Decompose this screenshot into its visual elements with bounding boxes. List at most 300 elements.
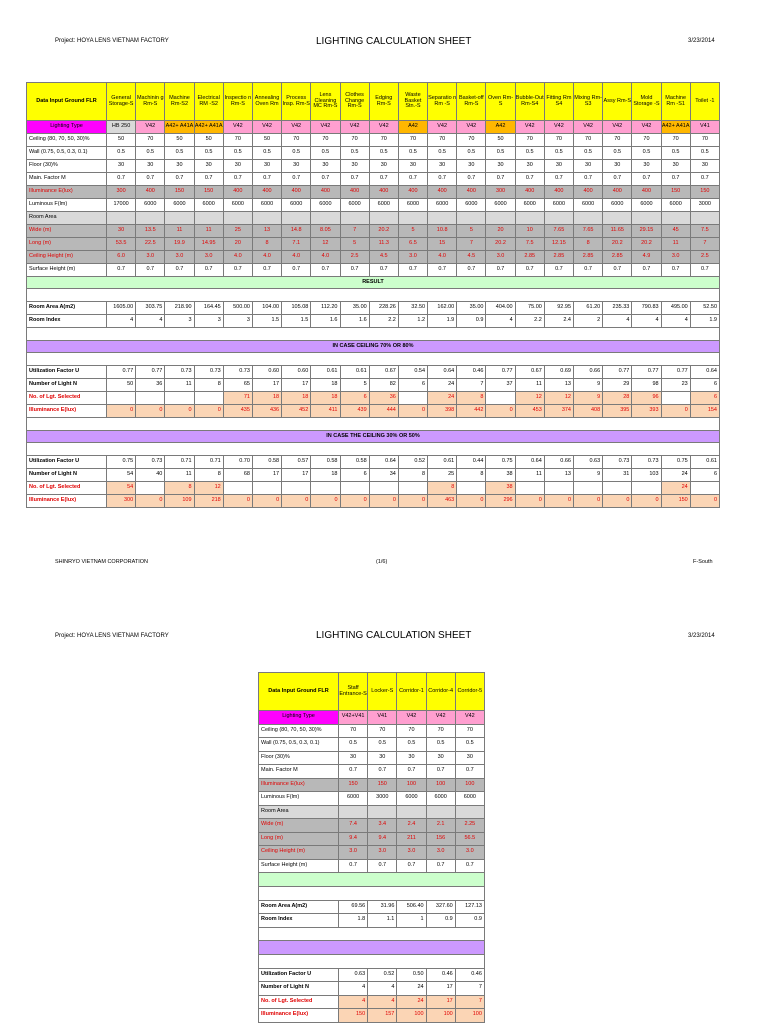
cell-main-factor-m: 0.7: [311, 173, 340, 186]
cell-number-of-light-n: 29: [603, 379, 632, 392]
cell-surface-height-m: 0.7: [428, 264, 457, 277]
cell-room-area-a-m2: 35.00: [340, 302, 369, 315]
blank-row: [27, 289, 720, 302]
row-label-ceiling-height-m: Ceiling Height (m): [259, 846, 339, 860]
cell-luminous-f-lm: 6000: [398, 199, 427, 212]
room-header-mold-storage-s: Mold Storage -S: [632, 83, 661, 121]
room-area-blank: [455, 805, 484, 819]
cell-no-of-lgt-selected: [398, 392, 427, 405]
cell-no-of-lgt-selected: 18: [282, 392, 311, 405]
cell-ceiling-height-m: 3.0: [368, 846, 397, 860]
cell-room-index: 1.5: [282, 315, 311, 328]
cell-no-of-lgt-selected: 71: [223, 392, 252, 405]
cell-illuminance-e-lux: 408: [574, 405, 603, 418]
cell-utilization-factor-u: 0.46: [426, 968, 455, 982]
cell-wall-0-75-0-5-0-3-0-1: 0.5: [369, 147, 398, 160]
cell-utilization-factor-u: 0.77: [486, 366, 515, 379]
room-area-blank: [194, 212, 223, 225]
cell-ceiling-height-m: 2.85: [544, 251, 573, 264]
blank-row: [27, 443, 720, 456]
cell-utilization-factor-u: 0.67: [515, 366, 544, 379]
cell-illuminance-e-lux: 0: [398, 405, 427, 418]
cell-ceiling-80-70-50-30: 70: [282, 134, 311, 147]
lighting-type-cell: A42: [486, 121, 515, 134]
cell-long-m: 12.15: [544, 238, 573, 251]
cell-wide-m: 2.1: [426, 819, 455, 833]
cell-illuminance-e-lux: 150: [661, 495, 690, 508]
cell-number-of-light-n: 24: [661, 469, 690, 482]
cell-number-of-light-n: 6: [690, 379, 719, 392]
room-area-blank: [426, 805, 455, 819]
cell-floor-30: 30: [426, 751, 455, 765]
room-header-edging-rm-s: Edging Rm-S: [369, 83, 398, 121]
cell-ceiling-height-m: 3.0: [426, 846, 455, 860]
room-header-inspectio-n-rm-s: Inspectio n Rm-S: [223, 83, 252, 121]
cell-main-factor-m: 0.7: [661, 173, 690, 186]
cell-room-area-a-m2: 327.60: [426, 900, 455, 914]
cell-no-of-lgt-selected: 96: [632, 392, 661, 405]
cell-luminous-f-lm: 6000: [515, 199, 544, 212]
cell-floor-30: 30: [311, 160, 340, 173]
row-label-ceiling-80-70-50-30: Ceiling (80, 70, 50, 30)%: [259, 724, 339, 738]
cell-floor-30: 30: [165, 160, 194, 173]
cell-illuminance-e-lux: 0: [457, 495, 486, 508]
cell-room-area-a-m2: 104.00: [252, 302, 281, 315]
project-label-2: Project: HOYA LENS VIETNAM FACTORY: [55, 633, 169, 639]
cell-no-of-lgt-selected: [107, 392, 136, 405]
cell-utilization-factor-u: 0.70: [223, 456, 252, 469]
cell-illuminance-e-lux: 300: [107, 495, 136, 508]
cell-utilization-factor-u: 0.66: [574, 366, 603, 379]
cell-utilization-factor-u: 0.77: [603, 366, 632, 379]
cell-ceiling-height-m: 3.0: [194, 251, 223, 264]
cell-room-area-a-m2: 218.90: [165, 302, 194, 315]
cell-long-m: 53.5: [107, 238, 136, 251]
cell-illuminance-e-lux: 0: [282, 495, 311, 508]
cell-floor-30: 30: [398, 160, 427, 173]
cell-illuminance-e-lux: 150: [661, 186, 690, 199]
sheet-date: 3/23/2014: [688, 38, 715, 44]
room-area-label: Room Area: [27, 212, 107, 225]
row-label-utilization-factor-u: Utilization Factor U: [27, 456, 107, 469]
cell-wide-m: 5: [398, 225, 427, 238]
cell-utilization-factor-u: 0.60: [282, 366, 311, 379]
sheet-title: LIGHTING CALCULATION SHEET: [316, 36, 472, 47]
lighting-type-cell: V42: [223, 121, 252, 134]
cell-wall-0-75-0-5-0-3-0-1: 0.5: [252, 147, 281, 160]
lighting-type-cell: V42: [426, 711, 455, 725]
cell-illuminance-e-lux: 400: [136, 186, 165, 199]
cell-luminous-f-lm: 6000: [223, 199, 252, 212]
cell-illuminance-e-lux: 0: [136, 405, 165, 418]
room-area-label: Room Area: [259, 805, 339, 819]
cell-ceiling-height-m: 4.0: [428, 251, 457, 264]
room-area-blank: [340, 212, 369, 225]
cell-utilization-factor-u: 0.60: [252, 366, 281, 379]
lighting-type-cell: V41: [368, 711, 397, 725]
cell-no-of-lgt-selected: 54: [107, 482, 136, 495]
room-header-assy-rm-s: Assy Rm-S: [603, 83, 632, 121]
cell-room-area-a-m2: 31.96: [368, 900, 397, 914]
cell-room-area-a-m2: 303.75: [136, 302, 165, 315]
cell-room-area-a-m2: 112.20: [311, 302, 340, 315]
cell-no-of-lgt-selected: [398, 482, 427, 495]
lighting-type-cell: V42: [457, 121, 486, 134]
cell-no-of-lgt-selected: 4: [368, 995, 397, 1009]
cell-luminous-f-lm: 6000: [311, 199, 340, 212]
lighting-type-cell: V42: [632, 121, 661, 134]
cell-utilization-factor-u: 0.75: [661, 456, 690, 469]
room-area-blank: [515, 212, 544, 225]
cell-illuminance-e-lux: 100: [397, 778, 426, 792]
cell-utilization-factor-u: 0.71: [194, 456, 223, 469]
cell-number-of-light-n: 9: [574, 469, 603, 482]
cell-luminous-f-lm: 6000: [574, 199, 603, 212]
room-area-blank: [632, 212, 661, 225]
blank-row: [27, 353, 720, 366]
cell-main-factor-m: 0.7: [368, 765, 397, 779]
cell-long-m: 8: [574, 238, 603, 251]
result-band: [259, 873, 485, 887]
cell-ceiling-height-m: 2.5: [690, 251, 719, 264]
cell-ceiling-height-m: 4.5: [457, 251, 486, 264]
cell-luminous-f-lm: 6000: [369, 199, 398, 212]
room-header-corridor-1: Corridor-1: [397, 673, 426, 711]
cell-wall-0-75-0-5-0-3-0-1: 0.5: [368, 738, 397, 752]
cell-wall-0-75-0-5-0-3-0-1: 0.5: [426, 738, 455, 752]
cell-illuminance-e-lux: 400: [632, 186, 661, 199]
cell-number-of-light-n: 25: [428, 469, 457, 482]
cell-no-of-lgt-selected: 7: [455, 995, 484, 1009]
cell-ceiling-80-70-50-30: 70: [397, 724, 426, 738]
cell-wide-m: 29.15: [632, 225, 661, 238]
row-label-number-of-light-n: Number of Light N: [259, 982, 339, 996]
row-label-wide-m: Wide (m): [259, 819, 339, 833]
cell-surface-height-m: 0.7: [340, 264, 369, 277]
cell-utilization-factor-u: 0.77: [632, 366, 661, 379]
lighting-type-cell: A42: [398, 121, 427, 134]
cell-floor-30: 30: [369, 160, 398, 173]
row-label-room-index: Room Index: [27, 315, 107, 328]
lighting-type-cell: V42: [544, 121, 573, 134]
cell-main-factor-m: 0.7: [603, 173, 632, 186]
cell-ceiling-80-70-50-30: 70: [398, 134, 427, 147]
footer-page-number: (1/6): [376, 559, 388, 565]
row-label-illuminance-e-lux: Illuminance E(lux): [27, 495, 107, 508]
cell-illuminance-e-lux: 150: [194, 186, 223, 199]
cell-room-area-a-m2: 61.20: [574, 302, 603, 315]
cell-room-area-a-m2: 495.00: [661, 302, 690, 315]
cell-ceiling-80-70-50-30: 50: [165, 134, 194, 147]
cell-wide-m: 10.8: [428, 225, 457, 238]
cell-wide-m: 7: [340, 225, 369, 238]
cell-room-index: 3: [223, 315, 252, 328]
room-area-blank: [368, 805, 397, 819]
cell-number-of-light-n: 18: [311, 469, 340, 482]
cell-main-factor-m: 0.7: [486, 173, 515, 186]
cell-long-m: 22.5: [136, 238, 165, 251]
lighting-type-cell: V42: [515, 121, 544, 134]
cell-no-of-lgt-selected: [457, 482, 486, 495]
cell-ceiling-height-m: 3.0: [661, 251, 690, 264]
cell-surface-height-m: 0.7: [223, 264, 252, 277]
table-corner-label: Data Input Ground FLR: [259, 673, 339, 711]
cell-long-m: 9.4: [339, 832, 368, 846]
cell-long-m: 20.2: [486, 238, 515, 251]
cell-number-of-light-n: 40: [136, 469, 165, 482]
cell-illuminance-e-lux: 411: [311, 405, 340, 418]
cell-number-of-light-n: 17: [282, 379, 311, 392]
cell-main-factor-m: 0.7: [428, 173, 457, 186]
cell-long-m: 156: [426, 832, 455, 846]
cell-no-of-lgt-selected: 17: [426, 995, 455, 1009]
cell-number-of-light-n: 11: [515, 469, 544, 482]
cell-number-of-light-n: 24: [428, 379, 457, 392]
cell-illuminance-e-lux: 0: [690, 495, 719, 508]
cell-ceiling-80-70-50-30: 50: [252, 134, 281, 147]
cell-ceiling-height-m: 2.5: [340, 251, 369, 264]
cell-room-index: 1.6: [340, 315, 369, 328]
room-area-blank: [603, 212, 632, 225]
cell-utilization-factor-u: 0.71: [165, 456, 194, 469]
cell-no-of-lgt-selected: 28: [603, 392, 632, 405]
cell-number-of-light-n: 17: [252, 469, 281, 482]
cell-room-index: 4: [632, 315, 661, 328]
cell-ceiling-height-m: 2.85: [574, 251, 603, 264]
cell-luminous-f-lm: 6000: [603, 199, 632, 212]
cell-wide-m: 20.2: [369, 225, 398, 238]
cell-surface-height-m: 0.7: [661, 264, 690, 277]
cell-luminous-f-lm: 6000: [282, 199, 311, 212]
cell-utilization-factor-u: 0.73: [223, 366, 252, 379]
row-label-wall-0-75-0-5-0-3-0-1: Wall (0.75, 0.5, 0.3, 0.1): [259, 738, 339, 752]
cell-no-of-lgt-selected: 8: [165, 482, 194, 495]
cell-no-of-lgt-selected: 4: [339, 995, 368, 1009]
cell-wide-m: 25: [223, 225, 252, 238]
lighting-type-label: Lighting Type: [27, 121, 107, 134]
room-area-blank: [486, 212, 515, 225]
cell-ceiling-80-70-50-30: 70: [603, 134, 632, 147]
cell-illuminance-e-lux: 400: [223, 186, 252, 199]
cell-room-index: 1.5: [252, 315, 281, 328]
cell-surface-height-m: 0.7: [165, 264, 194, 277]
room-header-basket-off-rm-s: Basket-off Rm-S: [457, 83, 486, 121]
cell-number-of-light-n: 6: [398, 379, 427, 392]
cell-room-index: 1.9: [428, 315, 457, 328]
cell-luminous-f-lm: 6000: [486, 199, 515, 212]
cell-long-m: 8: [252, 238, 281, 251]
cell-number-of-light-n: 4: [339, 982, 368, 996]
cell-wall-0-75-0-5-0-3-0-1: 0.5: [690, 147, 719, 160]
cell-floor-30: 30: [603, 160, 632, 173]
cell-wide-m: 10: [515, 225, 544, 238]
cell-room-area-a-m2: 35.00: [457, 302, 486, 315]
cell-wall-0-75-0-5-0-3-0-1: 0.5: [544, 147, 573, 160]
cell-long-m: 211: [397, 832, 426, 846]
cell-illuminance-e-lux: 0: [661, 405, 690, 418]
lighting-type-cell: V42: [311, 121, 340, 134]
lighting-type-cell: V42: [574, 121, 603, 134]
cell-number-of-light-n: 82: [369, 379, 398, 392]
cell-illuminance-e-lux: 436: [252, 405, 281, 418]
cell-number-of-light-n: 8: [457, 469, 486, 482]
cell-luminous-f-lm: 6000: [661, 199, 690, 212]
cell-illuminance-e-lux: 150: [368, 778, 397, 792]
row-label-room-area-a-m2: Room Area A(m2): [27, 302, 107, 315]
cell-ceiling-80-70-50-30: 70: [339, 724, 368, 738]
cell-number-of-light-n: 65: [223, 379, 252, 392]
cell-utilization-factor-u: 0.58: [311, 456, 340, 469]
cell-main-factor-m: 0.7: [282, 173, 311, 186]
cell-number-of-light-n: 68: [223, 469, 252, 482]
row-label-surface-height-m: Surface Height (m): [259, 859, 339, 873]
cell-ceiling-height-m: 4.0: [282, 251, 311, 264]
room-header-process-insp-rm-s: Process Insp. Rm-S: [282, 83, 311, 121]
cell-surface-height-m: 0.7: [136, 264, 165, 277]
cell-room-index: 1: [397, 914, 426, 928]
cell-number-of-light-n: 5: [340, 379, 369, 392]
room-header-separatio-n-rm-s: Separatio n Rm -S: [428, 83, 457, 121]
cell-main-factor-m: 0.7: [515, 173, 544, 186]
cell-utilization-factor-u: 0.75: [486, 456, 515, 469]
footer-company: SHINRYO VIETNAM CORPORATION: [55, 559, 149, 565]
cell-wide-m: 7.5: [690, 225, 719, 238]
cell-luminous-f-lm: 6000: [457, 199, 486, 212]
cell-illuminance-e-lux: 0: [515, 495, 544, 508]
cell-luminous-f-lm: 3000: [690, 199, 719, 212]
cell-no-of-lgt-selected: 6: [690, 392, 719, 405]
cell-number-of-light-n: 34: [369, 469, 398, 482]
cell-ceiling-height-m: 3.0: [136, 251, 165, 264]
cell-luminous-f-lm: 6000: [252, 199, 281, 212]
row-label-illuminance-e-lux: Illuminance E(lux): [27, 186, 107, 199]
cell-ceiling-80-70-50-30: 70: [574, 134, 603, 147]
lighting-type-cell: V42: [397, 711, 426, 725]
cell-main-factor-m: 0.7: [690, 173, 719, 186]
cell-number-of-light-n: 36: [136, 379, 165, 392]
cell-ceiling-height-m: 3.0: [339, 846, 368, 860]
cell-number-of-light-n: 50: [107, 379, 136, 392]
cell-floor-30: 30: [282, 160, 311, 173]
cell-utilization-factor-u: 0.64: [515, 456, 544, 469]
cell-utilization-factor-u: 0.61: [340, 366, 369, 379]
cell-floor-30: 30: [574, 160, 603, 173]
cell-no-of-lgt-selected: 12: [194, 482, 223, 495]
cell-utilization-factor-u: 0.64: [690, 366, 719, 379]
cell-wide-m: 11.65: [603, 225, 632, 238]
cell-wall-0-75-0-5-0-3-0-1: 0.5: [455, 738, 484, 752]
cell-main-factor-m: 0.7: [426, 765, 455, 779]
room-area-blank: [223, 212, 252, 225]
cell-long-m: 7.1: [282, 238, 311, 251]
cell-floor-30: 30: [661, 160, 690, 173]
cell-wide-m: 13.5: [136, 225, 165, 238]
row-label-main-factor-m: Main. Factor M: [27, 173, 107, 186]
room-area-blank: [165, 212, 194, 225]
room-header-corridor-5: Corridor-5: [455, 673, 484, 711]
row-label-utilization-factor-u: Utilization Factor U: [259, 968, 339, 982]
room-area-blank: [398, 212, 427, 225]
cell-number-of-light-n: 9: [574, 379, 603, 392]
cell-illuminance-e-lux: 393: [632, 405, 661, 418]
cell-illuminance-e-lux: 0: [165, 405, 194, 418]
cell-floor-30: 30: [252, 160, 281, 173]
cell-no-of-lgt-selected: [165, 392, 194, 405]
cell-surface-height-m: 0.7: [397, 859, 426, 873]
cell-floor-30: 30: [690, 160, 719, 173]
room-area-blank: [282, 212, 311, 225]
cell-no-of-lgt-selected: 18: [252, 392, 281, 405]
cell-room-index: 4: [661, 315, 690, 328]
cell-luminous-f-lm: 6000: [340, 199, 369, 212]
cell-room-area-a-m2: 92.95: [544, 302, 573, 315]
cell-wide-m: 11: [194, 225, 223, 238]
cell-illuminance-e-lux: 400: [603, 186, 632, 199]
cell-long-m: 14.95: [194, 238, 223, 251]
cell-utilization-factor-u: 0.69: [544, 366, 573, 379]
cell-utilization-factor-u: 0.66: [544, 456, 573, 469]
cell-room-index: 2: [574, 315, 603, 328]
row-label-long-m: Long (m): [27, 238, 107, 251]
room-area-blank: [252, 212, 281, 225]
cell-floor-30: 30: [397, 751, 426, 765]
cell-floor-30: 30: [368, 751, 397, 765]
cell-illuminance-e-lux: 150: [339, 778, 368, 792]
cell-ceiling-height-m: 4.0: [311, 251, 340, 264]
lighting-type-cell: V42: [455, 711, 484, 725]
cell-surface-height-m: 0.7: [574, 264, 603, 277]
blank-row: [27, 418, 720, 431]
cell-luminous-f-lm: 3000: [368, 792, 397, 806]
cell-number-of-light-n: 37: [486, 379, 515, 392]
cell-surface-height-m: 0.7: [603, 264, 632, 277]
cell-ceiling-80-70-50-30: 70: [661, 134, 690, 147]
room-header-machine-rm-s2: Machine Rm-S2: [165, 83, 194, 121]
cell-luminous-f-lm: 6000: [136, 199, 165, 212]
cell-number-of-light-n: 11: [165, 379, 194, 392]
cell-long-m: 9.4: [368, 832, 397, 846]
cell-illuminance-e-lux: 296: [486, 495, 515, 508]
cell-long-m: 7.5: [515, 238, 544, 251]
cell-no-of-lgt-selected: [136, 482, 165, 495]
cell-illuminance-e-lux: 400: [457, 186, 486, 199]
cell-illuminance-e-lux: 400: [398, 186, 427, 199]
cell-wall-0-75-0-5-0-3-0-1: 0.5: [340, 147, 369, 160]
row-label-luminous-f-lm: Luminous F(lm): [259, 792, 339, 806]
cell-ceiling-height-m: 3.0: [486, 251, 515, 264]
cell-room-index: 3: [165, 315, 194, 328]
cell-utilization-factor-u: 0.67: [369, 366, 398, 379]
cell-main-factor-m: 0.7: [457, 173, 486, 186]
cell-illuminance-e-lux: 0: [311, 495, 340, 508]
lighting-type-cell: V42+V41: [339, 711, 368, 725]
cell-surface-height-m: 0.7: [368, 859, 397, 873]
cell-utilization-factor-u: 0.63: [574, 456, 603, 469]
cell-no-of-lgt-selected: [515, 482, 544, 495]
lighting-type-cell: A42+ A41A: [661, 121, 690, 134]
cell-number-of-light-n: 13: [544, 469, 573, 482]
cell-number-of-light-n: 17: [282, 469, 311, 482]
result-band: RESULT: [27, 277, 720, 289]
cell-utilization-factor-u: 0.63: [339, 968, 368, 982]
cell-surface-height-m: 0.7: [632, 264, 661, 277]
cell-utilization-factor-u: 0.73: [165, 366, 194, 379]
room-header-machinin-g-rm-s: Machinin g Rm-S: [136, 83, 165, 121]
cell-wide-m: 7.4: [339, 819, 368, 833]
cell-ceiling-80-70-50-30: 70: [369, 134, 398, 147]
cell-room-area-a-m2: 52.50: [690, 302, 719, 315]
cell-illuminance-e-lux: 400: [574, 186, 603, 199]
